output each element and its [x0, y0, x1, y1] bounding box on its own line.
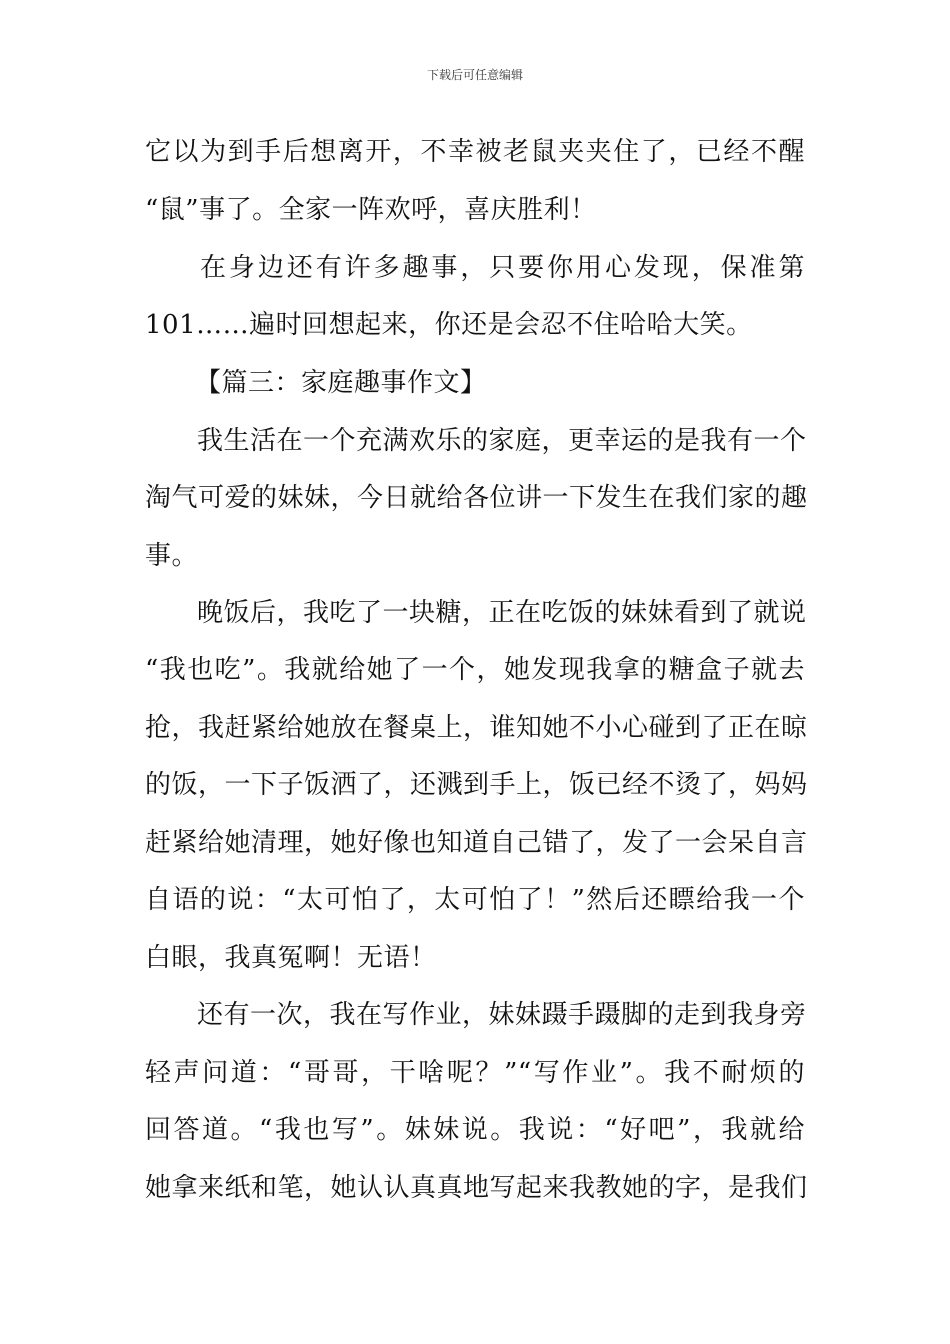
section-heading: 【篇三：家庭趣事作文】: [195, 368, 487, 398]
text-line: 淘气可爱的妹妹，今日就给各位讲一下发生在我们家的趣: [145, 483, 808, 513]
text-line: 它以为到手后想离开，不幸被老鼠夹夹住了，已经不醒: [145, 137, 805, 167]
text-line: 白眼，我真冤啊！无语！: [145, 943, 437, 973]
text-line: “鼠”事了。全家一阵欢呼，喜庆胜利！: [145, 195, 597, 225]
text-line: 我生活在一个充满欢乐的家庭，更幸运的是我有一个: [197, 426, 807, 456]
text-line: 还有一次，我在写作业，妹妹蹑手蹑脚的走到我身旁: [197, 1000, 807, 1030]
text-line: 事。: [145, 541, 199, 571]
text-line: 赶紧给她清理，她好像也知道自己错了，发了一会呆自言: [145, 828, 808, 858]
text-line: 她拿来纸和笔，她认认真真地写起来我教她的字，是我们: [145, 1173, 808, 1203]
page-header: 下载后可任意编辑: [426, 68, 523, 82]
text-line: 轻声问道：“哥哥，干啥呢？”“写作业”。我不耐烦的: [145, 1058, 805, 1088]
text-line: “我也吃”。我就给她了一个，她发现我拿的糖盒子就去: [145, 655, 805, 685]
text-line: 抢，我赶紧给她放在餐桌上，谁知她不小心碰到了正在晾: [145, 713, 808, 743]
text-line: 回答道。“我也写”。妹妹说。我说：“好吧”，我就给: [145, 1115, 805, 1145]
text-line: 在身边还有许多趣事，只要你用心发现，保准第: [200, 253, 805, 283]
text-line: 101……遍时回想起来，你还是会忍不住哈哈大笑。: [145, 310, 753, 340]
text-line: 的饭，一下子饭洒了，还溅到手上，饭已经不烫了，妈妈: [145, 770, 808, 800]
text-line: 晚饭后，我吃了一块糖，正在吃饭的妹妹看到了就说: [197, 598, 807, 628]
text-line: 自语的说：“太可怕了，太可怕了！”然后还瞟给我一个: [145, 885, 805, 915]
